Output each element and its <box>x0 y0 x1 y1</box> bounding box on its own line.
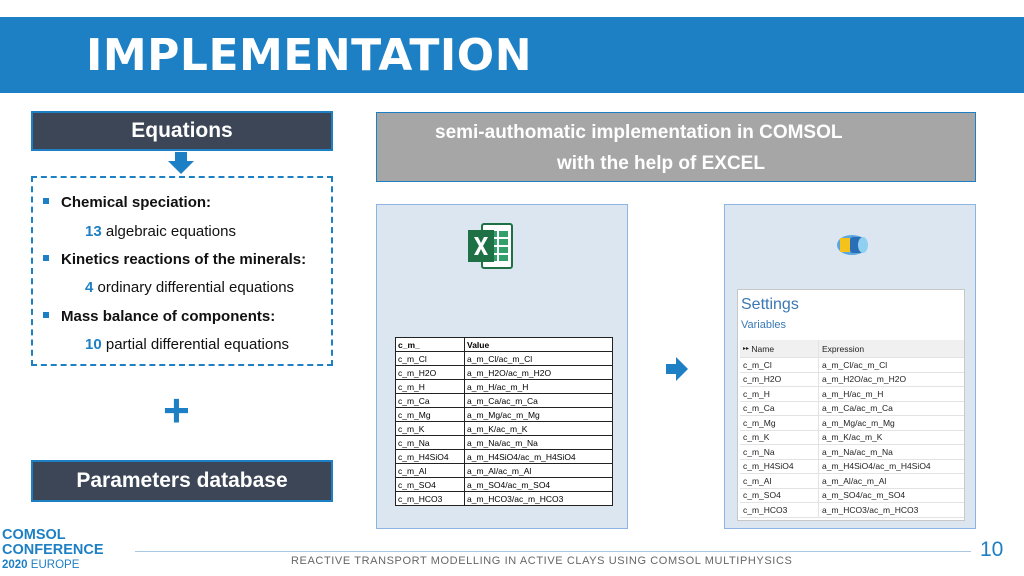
excel-table <box>395 337 613 506</box>
equations-box: Equations <box>31 111 333 151</box>
list-item <box>43 194 211 211</box>
cell[interactable]: a_m_K/ac_m_K <box>819 430 965 445</box>
cell: a_m_Cl/ac_m_Cl <box>465 352 613 366</box>
table-row[interactable] <box>740 416 964 431</box>
plus-icon: + <box>163 384 190 436</box>
logo-year-number: 2020 <box>2 559 28 571</box>
equations-list <box>31 176 333 366</box>
list-item <box>43 251 306 268</box>
cell: c_m_Mg <box>396 408 465 422</box>
cell: c_m_Al <box>396 464 465 478</box>
cell[interactable]: a_m_H4SiO4/ac_m_H4SiO4 <box>819 459 965 474</box>
bullet-icon <box>43 312 49 318</box>
table-row[interactable] <box>740 445 964 460</box>
cell[interactable]: a_m_Al/ac_m_Al <box>819 474 965 489</box>
cell: c_m_SO4 <box>396 478 465 492</box>
footer-subtitle: REACTIVE TRANSPORT MODELLING IN ACTIVE CLAYS USING COMSOL MULTIPHYSICS <box>291 555 793 567</box>
cell[interactable]: c_m_H <box>740 387 819 402</box>
logo-region: EUROPE <box>30 559 80 571</box>
cell[interactable]: c_m_H4SiO4 <box>740 459 819 474</box>
footer-divider <box>135 551 971 552</box>
equation-count: 4 <box>85 279 94 296</box>
table-row <box>396 478 613 492</box>
table-header-row <box>396 338 613 352</box>
table-row[interactable] <box>740 358 964 373</box>
cell: c_m_Ca <box>396 394 465 408</box>
cell: a_m_Al/ac_m_Al <box>465 464 613 478</box>
cell: c_m_Cl <box>396 352 465 366</box>
settings-panel <box>737 289 965 521</box>
bullet-icon <box>43 198 49 204</box>
table-row[interactable] <box>740 488 964 503</box>
page-title: IMPLEMENTATION <box>86 30 533 81</box>
column-header-expression[interactable]: Expression <box>819 340 965 358</box>
table-row[interactable] <box>740 372 964 387</box>
expand-icon[interactable]: ▸▸ <box>743 345 750 352</box>
table-row[interactable] <box>740 387 964 402</box>
list-item-detail <box>85 279 294 296</box>
cell[interactable]: a_m_Ca/ac_m_Ca <box>819 401 965 416</box>
equation-type: ordinary differential equations <box>97 279 295 296</box>
cell[interactable]: c_m_Ca <box>740 401 819 416</box>
cell: a_m_H4SiO4/ac_m_H4SiO4 <box>465 450 613 464</box>
cell[interactable]: c_m_HCO3 <box>740 503 819 518</box>
conference-logo-line1: COMSOL <box>2 527 66 543</box>
item-heading: Mass balance of components: <box>61 308 276 325</box>
cell[interactable]: c_m_Na <box>740 445 819 460</box>
cell: a_m_Ca/ac_m_Ca <box>465 394 613 408</box>
table-row <box>396 408 613 422</box>
cell: a_m_SO4/ac_m_SO4 <box>465 478 613 492</box>
table-row <box>396 352 613 366</box>
conference-logo-year <box>2 559 79 572</box>
cell[interactable]: a_m_H/ac_m_H <box>819 387 965 402</box>
list-item-detail <box>85 223 236 240</box>
page-number: 10 <box>980 538 1004 561</box>
cell: c_m_H <box>396 380 465 394</box>
cell[interactable]: a_m_Na/ac_m_Na <box>819 445 965 460</box>
settings-title: Settings <box>741 296 799 313</box>
table-row[interactable] <box>740 430 964 445</box>
cell[interactable]: c_m_K <box>740 430 819 445</box>
cell[interactable]: c_m_Al <box>740 474 819 489</box>
cell[interactable]: c_m_SO4 <box>740 488 819 503</box>
cell[interactable]: c_m_H2O <box>740 372 819 387</box>
table-header-row <box>740 340 964 358</box>
cell: a_m_H2O/ac_m_H2O <box>465 366 613 380</box>
item-heading: Kinetics reactions of the minerals: <box>61 251 307 268</box>
cell[interactable]: c_m_Cl <box>740 358 819 373</box>
cell: c_m_K <box>396 422 465 436</box>
equation-count: 13 <box>85 223 102 240</box>
table-row <box>396 450 613 464</box>
table-row[interactable] <box>740 401 964 416</box>
column-header: Value <box>465 338 613 352</box>
table-row <box>396 394 613 408</box>
table-row[interactable] <box>740 474 964 489</box>
table-row <box>396 492 613 506</box>
table-row[interactable] <box>740 503 964 518</box>
item-heading: Chemical speciation: <box>61 194 212 211</box>
arrow-right-icon <box>666 357 688 386</box>
cell: a_m_H/ac_m_H <box>465 380 613 394</box>
cell: a_m_Mg/ac_m_Mg <box>465 408 613 422</box>
column-header: c_m_ <box>396 338 465 352</box>
info-box <box>376 112 976 182</box>
cell: c_m_Na <box>396 436 465 450</box>
equation-type: algebraic equations <box>105 223 236 240</box>
cell[interactable]: a_m_Mg/ac_m_Mg <box>819 416 965 431</box>
table-row <box>396 366 613 380</box>
equation-type: partial differential equations <box>105 336 290 353</box>
cell[interactable]: a_m_SO4/ac_m_SO4 <box>819 488 965 503</box>
cell[interactable]: a_m_HCO3/ac_m_HCO3 <box>819 503 965 518</box>
comsol-logo-icon <box>834 232 870 258</box>
list-item <box>43 308 275 325</box>
arrow-down-icon <box>168 152 194 179</box>
info-line-2: with the help of EXCEL <box>557 153 765 174</box>
table-row <box>396 464 613 478</box>
cell[interactable]: a_m_H2O/ac_m_H2O <box>819 372 965 387</box>
bullet-icon <box>43 255 49 261</box>
conference-logo-line2: CONFERENCE <box>2 542 104 558</box>
cell: a_m_Na/ac_m_Na <box>465 436 613 450</box>
excel-logo-icon <box>468 222 514 270</box>
table-row <box>396 436 613 450</box>
cell: a_m_K/ac_m_K <box>465 422 613 436</box>
cell: c_m_H2O <box>396 366 465 380</box>
table-row <box>396 380 613 394</box>
column-header-label: Name <box>751 343 775 354</box>
equation-count: 10 <box>85 336 102 353</box>
variables-label: Variables <box>741 319 787 331</box>
parameters-database-box: Parameters database <box>31 460 333 502</box>
list-item-detail <box>85 336 289 353</box>
cell[interactable]: a_m_Cl/ac_m_Cl <box>819 358 965 373</box>
cell: c_m_HCO3 <box>396 492 465 506</box>
info-line-1: semi-authomatic implementation in COMSOL <box>435 122 843 143</box>
variables-table <box>740 340 964 518</box>
cell[interactable]: c_m_Mg <box>740 416 819 431</box>
table-row <box>396 422 613 436</box>
table-row[interactable] <box>740 459 964 474</box>
cell: c_m_H4SiO4 <box>396 450 465 464</box>
cell: a_m_HCO3/ac_m_HCO3 <box>465 492 613 506</box>
column-header-name[interactable] <box>740 340 819 358</box>
